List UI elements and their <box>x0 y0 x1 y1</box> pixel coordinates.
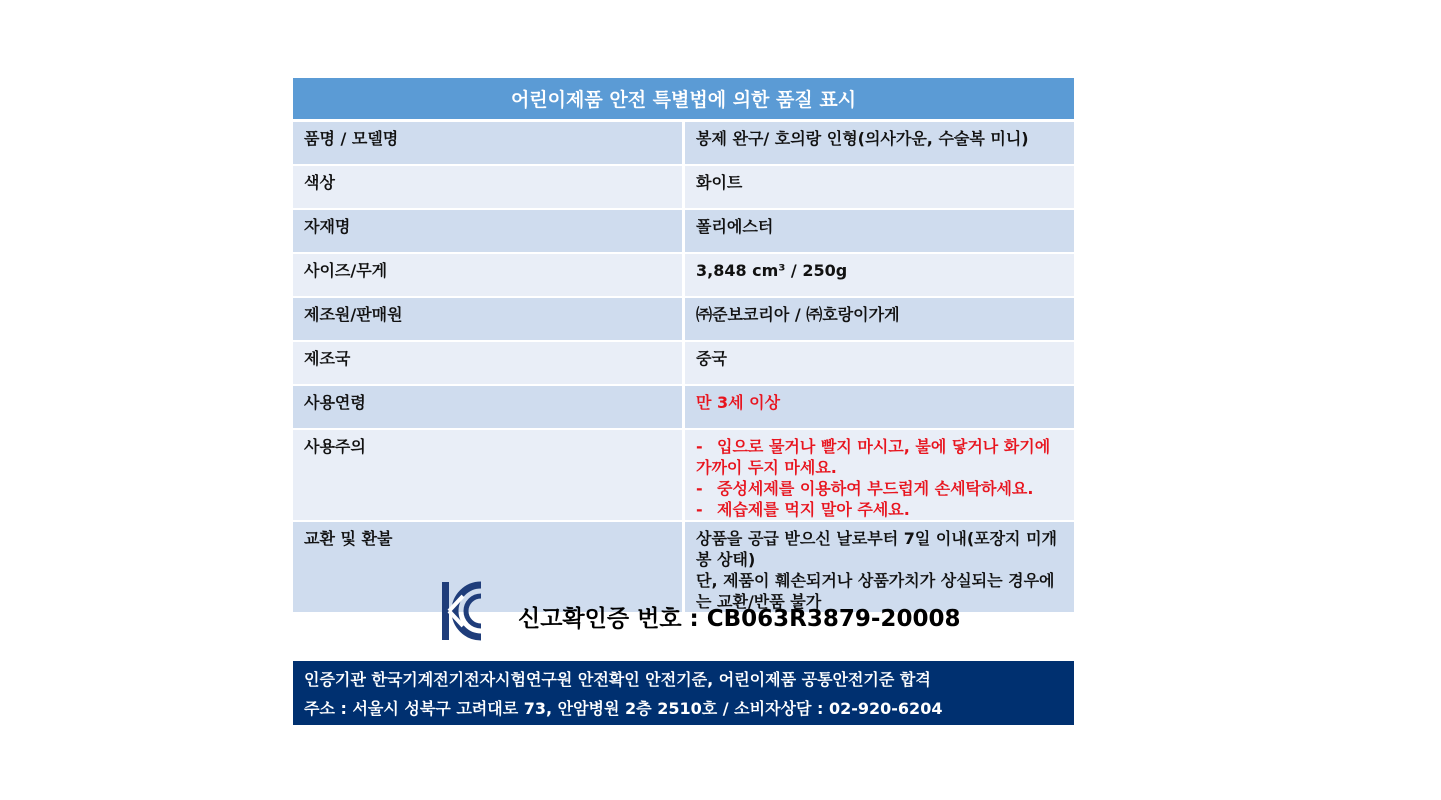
quality-label <box>293 78 1074 612</box>
table-row <box>293 165 1074 209</box>
table-row <box>293 297 1074 341</box>
table-row-caution <box>293 429 1074 521</box>
footer-line: 주소 : 서울시 성북구 고려대로 73, 안암병원 2층 2510호 / 소비자상담 : 02-920-6204 <box>304 699 943 718</box>
row-value: 화이트 <box>684 165 1075 209</box>
row-label: 품명 / 모델명 <box>293 121 684 165</box>
quality-table <box>293 78 1074 612</box>
row-value: 3,848 cm³ / 250g <box>684 253 1075 297</box>
exchange-cell <box>684 521 1075 612</box>
age-value: 만 3세 이상 <box>684 385 1075 429</box>
row-label: 제조국 <box>293 341 684 385</box>
certification-number: 신고확인증 번호 : CB063R3879-20008 <box>518 606 961 632</box>
certification-footer <box>293 661 1074 725</box>
caution-item: - 제습제를 먹지 말아 주세요. <box>696 499 910 519</box>
row-label: 색상 <box>293 165 684 209</box>
caution-list <box>696 436 1063 520</box>
table-row <box>293 121 1074 165</box>
row-label: 사이즈/무게 <box>293 253 684 297</box>
footer-line: 인증기관 한국기계전기전자시험연구원 안전확인 안전기준, 어린이제품 공통안전기준 합격 <box>304 670 931 689</box>
table-row <box>293 341 1074 385</box>
row-value: ㈜준보코리아 / ㈜호랑이가게 <box>684 297 1075 341</box>
row-label: 교환 및 환불 <box>293 521 684 612</box>
row-label: 제조원/판매원 <box>293 297 684 341</box>
caution-list-cell <box>684 429 1075 521</box>
row-value: 폴리에스터 <box>684 209 1075 253</box>
table-row <box>293 385 1074 429</box>
row-value: 봉제 완구/ 호의랑 인형(의사가운, 수술복 미니) <box>684 121 1075 165</box>
row-label: 자재명 <box>293 209 684 253</box>
row-label: 사용주의 <box>293 429 684 521</box>
row-label: 사용연령 <box>293 385 684 429</box>
table-row-exchange <box>293 521 1074 612</box>
exchange-line: 상품을 공급 받으신 날로부터 7일 이내(포장지 미개봉 상태) <box>696 528 1057 569</box>
table-row <box>293 209 1074 253</box>
row-value: 중국 <box>684 341 1075 385</box>
caution-item: - 중성세제를 이용하여 부드럽게 손세탁하세요. <box>696 478 1034 498</box>
table-title: 어린이제품 안전 특별법에 의한 품질 표시 <box>293 78 1074 121</box>
table-row <box>293 253 1074 297</box>
kc-mark-icon <box>441 580 483 642</box>
exchange-line: 단, 제품이 훼손되거나 상품가치가 상실되는 경우에는 교환/반품 불가 <box>696 570 1055 611</box>
caution-item: - 입으로 물거나 빨지 마시고, 불에 닿거나 화기에 가까이 두지 마세요. <box>696 436 1051 477</box>
